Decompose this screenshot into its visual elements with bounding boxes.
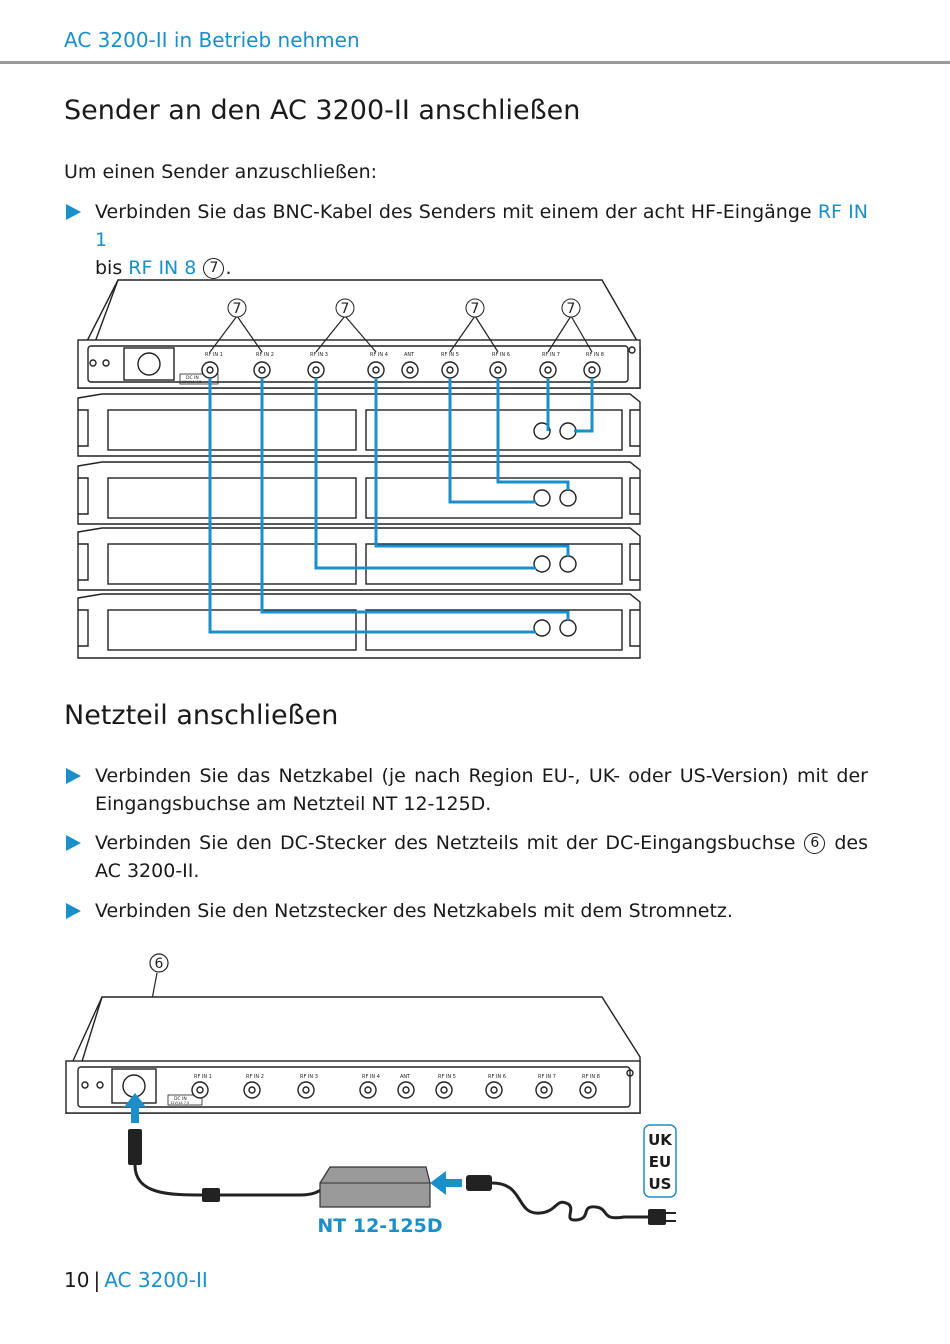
section-heading-sender: Sender an den AC 3200-II anschließen xyxy=(64,95,581,126)
instruction-text: Verbinden Sie den Netzstecker des Netzkabels mit dem Stromnetz. xyxy=(95,900,733,922)
bullet-arrow-icon xyxy=(66,835,81,851)
port-label-rf-in-4: RF IN 4 xyxy=(362,1074,380,1080)
callout-7: 7 xyxy=(203,258,224,279)
instruction-text: Verbinden Sie den DC-Stecker des Netzteils mit der DC-Eingangsbuchse xyxy=(95,832,804,854)
dc-in-sublabel: 12V/1A 7,5 xyxy=(182,380,202,384)
instruction-text: Verbinden Sie das BNC-Kabel des Senders mit einem der acht HF-Eingänge xyxy=(95,201,818,223)
figure-rf-cabling xyxy=(0,270,950,670)
port-label-rf-in-3: RF IN 3 xyxy=(300,1074,318,1080)
receiver-unit-3 xyxy=(78,528,640,590)
port-label-rf-in-6: RF IN 6 xyxy=(488,1074,506,1080)
port-label-rf-in-7: RF IN 7 xyxy=(542,352,560,358)
instruction-connect-sender: Verbinden Sie das BNC-Kabel des Senders mit einem der acht HF-Eingänge RF IN 1 bis RF IN 8 7 . xyxy=(64,198,868,282)
port-label-rf-in-3: RF IN 3 xyxy=(310,352,328,358)
callout-6-figure: 6 xyxy=(154,956,164,972)
bullet-arrow-icon xyxy=(66,903,81,919)
instruction-dc-stecker xyxy=(64,829,868,885)
port-label-rf-in-5: RF IN 5 xyxy=(441,352,459,358)
footer-product: AC 3200-II xyxy=(104,1268,208,1292)
callout-7-d: 7 xyxy=(566,301,576,317)
instruction-netzstecker xyxy=(64,897,868,925)
instruction-text: Verbinden Sie das Netzkabel (je nach Region EU-, UK- oder US-Version) mit der Eingangsbuchse am Netzteil NT 12-125D. xyxy=(95,765,868,815)
instruction-netzkabel xyxy=(64,762,868,818)
running-header: AC 3200-II in Betrieb nehmen xyxy=(64,28,360,52)
port-label-ant: ANT xyxy=(400,1074,411,1080)
footer-separator: | xyxy=(93,1268,101,1292)
bullet-arrow-icon xyxy=(66,204,81,220)
port-label-rf-in-8: RF IN 8 xyxy=(582,1074,600,1080)
port-label-rf-in-4: RF IN 4 xyxy=(370,352,388,358)
dc-in-label: DC IN xyxy=(186,376,199,381)
instruction-text: des AC 3200-II. xyxy=(95,832,868,882)
callout-7-b: 7 xyxy=(340,301,350,317)
port-label-rf-in-2: RF IN 2 xyxy=(246,1074,264,1080)
region-eu: EU xyxy=(648,1153,672,1171)
port-label-rf-in-6: RF IN 6 xyxy=(492,352,510,358)
callout-7-c: 7 xyxy=(470,301,480,317)
page-number: 10 xyxy=(64,1268,90,1292)
port-label-rf-in-1: RF IN 1 xyxy=(205,352,223,358)
receiver-unit-1 xyxy=(78,394,640,456)
port-label-rf-in-5: RF IN 5 xyxy=(438,1074,456,1080)
callout-7-a: 7 xyxy=(232,301,242,317)
instruction-text: bis xyxy=(95,257,129,279)
receiver-unit-4 xyxy=(78,594,640,658)
figure-power-supply xyxy=(0,945,950,1245)
port-label-rf-in-1: RF IN 1 xyxy=(194,1074,212,1080)
region-us: US xyxy=(648,1175,672,1193)
page-footer xyxy=(64,1268,208,1292)
intro-text: Um einen Sender anzuschließen: xyxy=(64,161,378,183)
header-rule xyxy=(0,61,950,64)
link-rf-in-8[interactable]: RF IN 8 xyxy=(128,257,197,279)
port-label-rf-in-2: RF IN 2 xyxy=(256,352,274,358)
power-supply-unit xyxy=(320,1167,430,1207)
region-versions-box xyxy=(644,1125,676,1197)
dc-in-label: DC IN xyxy=(174,1097,187,1102)
region-uk: UK xyxy=(648,1131,672,1149)
port-label-rf-in-7: RF IN 7 xyxy=(538,1074,556,1080)
dc-in-sublabel: 12V/1A 7,5 xyxy=(170,1101,190,1105)
psu-label: NT 12-125D xyxy=(317,1215,443,1237)
port-label-ant: ANT xyxy=(404,352,415,358)
insert-arrow-icon xyxy=(430,1171,462,1195)
callout-6: 6 xyxy=(804,833,825,854)
link-rf-in-1[interactable]: RF IN 1 xyxy=(95,201,868,251)
receiver-unit-2 xyxy=(78,462,640,524)
section-heading-netzteil: Netzteil anschließen xyxy=(64,700,339,731)
bullet-arrow-icon xyxy=(66,768,81,784)
port-label-rf-in-8: RF IN 8 xyxy=(586,352,604,358)
